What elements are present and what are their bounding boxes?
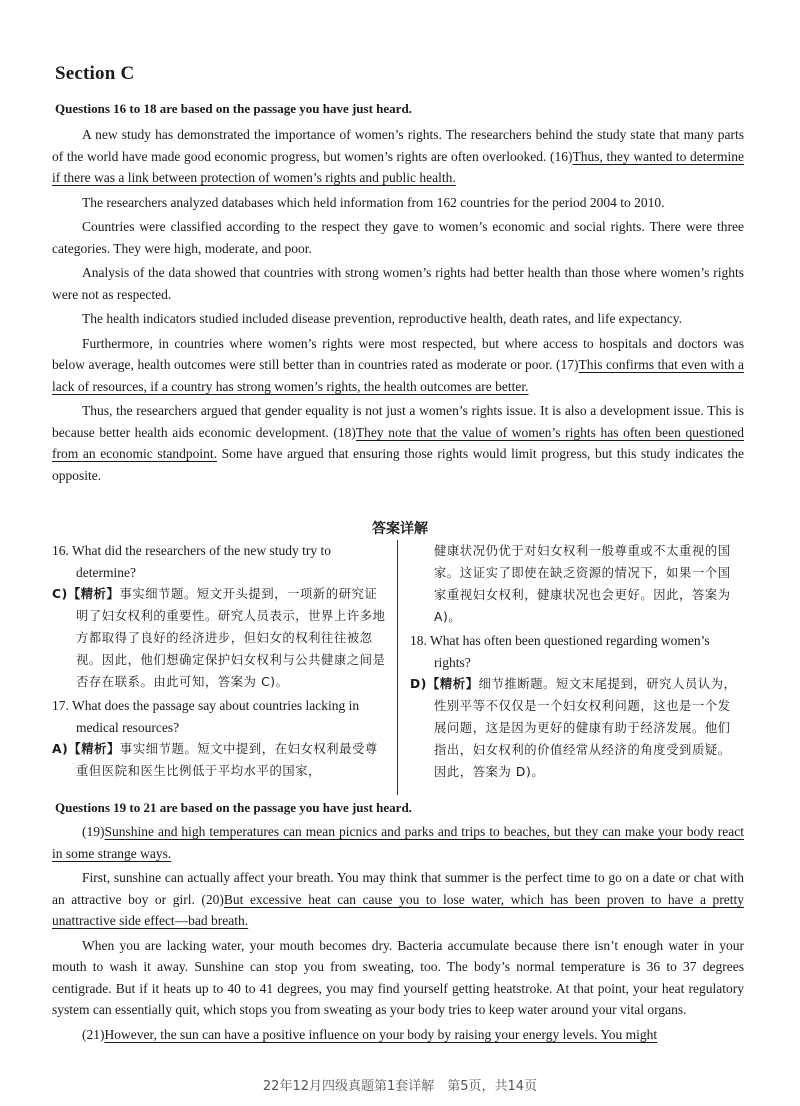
underlined-answer-16: Thus, they wanted to determine if there was a link between protection of women’s rights and public health. <box>52 148 745 185</box>
answers-right-column <box>410 540 742 785</box>
answer-letter: D) <box>410 677 428 691</box>
para-text: (19) <box>82 824 105 839</box>
passage-1-para-7 <box>52 400 744 486</box>
question-17: 17. What does the passage say about countries lacking in medical resources? <box>52 698 360 735</box>
page-footer: 22年12月四级真题第1套详解 第5页，共14页 <box>262 1079 538 1094</box>
para-text: (21) <box>82 1026 105 1042</box>
section-title: Section C <box>55 63 135 84</box>
para-text: Some have argued that ensuring those rights would limit progress, but this study indicates the opposite. <box>52 446 744 483</box>
para-text: Thus, the researchers argued that gender equality is not just a women’s rights issue. It is also a development issue. This is because better health aids economic development. (18) <box>52 403 744 440</box>
answer-16 <box>52 583 387 693</box>
analysis-text: 细节推断题。短文末尾提到，研究人员认为，性别平等不仅仅是一个妇女权利问题，这也是一个发展问题，这是因为更好的健康有助于经济发展。他们指出，妇女权利的价值经常从经济的角度受到质疑。因此，答案为 D)。 <box>434 677 737 779</box>
question-18: 18. What has often been questioned regarding women’s rights? <box>410 633 710 670</box>
analysis-text: 事实细节题。短文中提到，在妇女权利最受尊重但医院和医生比例低于平均水平的国家， <box>76 742 378 778</box>
para-text: Furthermore, in countries where women’s rights were most respected, but where access to hospitals and doctors was below average, health outcomes were still better than in countries rated as moderate or poor. (17) <box>52 335 744 372</box>
passage-2-para-4 <box>52 1024 744 1046</box>
answers-left-column <box>52 540 387 784</box>
analysis-tag: 【精析】 <box>427 677 479 691</box>
analysis-tag: 【精析】 <box>68 742 120 756</box>
answer-17-continued: 健康状况仍优于对妇女权利一般尊重或不太重视的国家。这证实了即使在缺乏资源的情况下，如果一个国家重视妇女权利，健康状况也会更好。因此，答案为 A)。 <box>434 544 731 624</box>
passage-2-para-3: When you are lacking water, your mouth becomes dry. Bacteria accumulate because there isn’t enough water in your mouth to wash it away. Sunshine can stop you from sweating, too. The body’s normal temperature is 36 to 37 degrees centigrade. But if it heats up to 40 to 41 degrees, you may find yourself getting heatstroke. At that point, your heat regulatory system can essentially quit, which stops you from sweating as your body tries to keep water around your vital organs. <box>52 937 744 1017</box>
passage-1 <box>52 124 744 489</box>
column-divider <box>397 540 398 795</box>
passage-1-para-5: The health indicators studied included disease prevention, reproductive health, death rates, and life expectancy. <box>82 311 683 326</box>
analysis-text: 事实细节题。短文开头提到，一项新的研究证明了妇女权利的重要性。研究人员表示，世界上许多地方都取得了良好的经济进步，但妇女的权利往往被忽视。因此，他们想确定保护妇女权利与公共健康之间是否存在联系。由此可知，答案为 C)。 <box>76 587 386 689</box>
passage-2-para-2 <box>52 867 744 932</box>
questions-19-21-heading: Questions 19 to 21 are based on the passage you have just heard. <box>55 800 412 815</box>
para-text: A new study has demonstrated the importance of women’s rights. The researchers behind the study state that many parts of the world have made good economic progress, but women’s rights are often overlooked. (16) <box>52 127 744 164</box>
passage-1-para-3: Countries were classified according to the respect they gave to women’s economic and social rights. There were three categories. They were high, moderate, and poor. <box>52 219 744 256</box>
passage-1-para-6 <box>52 333 744 398</box>
analysis-tag: 【精析】 <box>67 587 120 601</box>
underlined-answer-20: But excessive heat can cause you to lose water, which has been proven to have a pretty unattractive side effect—bad breath. <box>52 891 744 928</box>
questions-16-18-heading: Questions 16 to 18 are based on the passage you have just heard. <box>55 101 412 116</box>
para-text: First, sunshine can actually affect your breath. You may think that summer is the perfect time to go on a date or chat with an attractive boy or girl. (20) <box>52 870 744 907</box>
passage-2 <box>52 821 744 1048</box>
answer-18 <box>410 673 742 783</box>
answer-17 <box>52 738 387 782</box>
passage-1-para-2: The researchers analyzed databases which held information from 162 countries for the period 2004 to 2010. <box>82 194 665 210</box>
question-16: 16. What did the researchers of the new study try to determine? <box>52 543 332 580</box>
underlined-answer-18: They note that the value of women’s rights has often been questioned from an economic standpoint. <box>52 424 744 461</box>
underlined-answer-19: Sunshine and high temperatures can mean picnics and parks and trips to beaches, but they can make your body react in some strange ways. <box>52 824 744 861</box>
answer-letter: A) <box>52 742 69 756</box>
passage-1-para-1 <box>52 124 744 189</box>
passage-1-para-4: Analysis of the data showed that countries with strong women’s rights had better health than those where women’s rights were not as respected. <box>52 265 744 302</box>
underlined-answer-21: However, the sun can have a positive influence on your body by raising your energy levels. You might <box>104 1026 658 1042</box>
answer-section-title: 答案详解 <box>372 521 428 537</box>
passage-2-para-1 <box>52 821 744 864</box>
underlined-answer-17: This confirms that even with a lack of resources, if a country has strong women’s rights, the health outcomes are better. <box>52 357 744 394</box>
answer-letter: C) <box>52 587 68 601</box>
